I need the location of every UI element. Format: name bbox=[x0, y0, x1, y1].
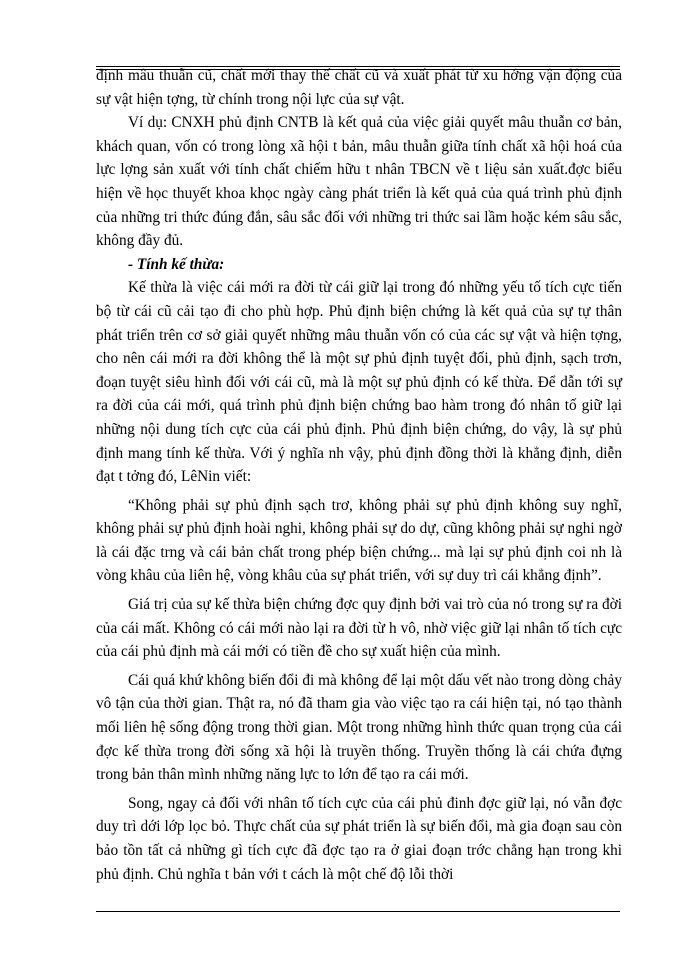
footer-rule bbox=[96, 911, 620, 912]
paragraph-value: Giá trị của sự kế thừa biện chứng đợc quy định bởi vai trò của nó trong sự ra đời của cái mất. Không có cái mới nào lại ra đời từ h vô, nhờ việc giữ lại nhân tố tích cực của cái phủ định mà cái mới có tiền đề cho sự xuất hiện của mình. bbox=[96, 596, 622, 661]
body-text bbox=[96, 64, 622, 886]
section-heading-inheritance: - Tính kế thừa: bbox=[128, 255, 225, 273]
paragraph-continuation: định mâu thuẫn cũ, chất mới thay thế chất cũ và xuất phát từ xu hớng vận động của sự vật hiện tợng, từ chính trong nội lực của sự vật. bbox=[96, 67, 622, 108]
paragraph-however: Song, ngay cả đối với nhân tố tích cực của cái phủ đinh đợc giữ lại, nó vẫn đợc duy trì dới lớp lọc bỏ. Thực chất của sự phát triển là sự biến đổi, mà gia đoạn sau còn bảo tồn tất cả những gì tích cực đã đợc tạo ra ở giai đoạn trớc chẳng hạn trong khi phủ định. Chủ nghĩa t bản với t cách là một chế độ lỗi thời bbox=[96, 794, 622, 883]
paragraph-quote-lenin: “Không phải sự phủ định sạch trơ, không phải sự phủ định không suy nghĩ, không phải sự phủ định hoài nghi, không phải sự do dự, cũng không phải sự nghi ngờ là cái đặc trng và cái bản chất trong phép biện chứng... mà lại sự phủ định coi nh là vòng khâu của liên hệ, vòng khâu của sự phát triển, với sự duy trì cái khẳng định”. bbox=[96, 496, 622, 585]
paragraph-example: Ví dụ: CNXH phủ định CNTB là kết quả của việc giải quyết mâu thuẫn cơ bản, khách quan, vốn có trong lòng xã hội t bản, mâu thuẫn giữa tính chất xã hội hoá của lực lợng sản xuất với tính chất chiếm hữu t nhân TBCN về t liệu sản xuất.đợc biểu hiện về học thuyết khoa khọc ngày càng phát triển là kết quả của quá trình phủ định của những tri thức đúng đắn, sâu sắc đối với những tri thức sai lầm hoặc kém sâu sắc, không đầy đủ. bbox=[96, 114, 622, 250]
paragraph-inheritance: Kế thừa là việc cái mới ra đời từ cái giữ lại trong đó những yếu tố tích cực tiến bộ từ cái cũ cải tạo đi cho phù hợp. Phủ định biện chứng là kết quả của sự tự thân phát triển trên cơ sở giải quyết những mâu thuẫn vốn có của các sự vật và hiện tợng, cho nên cái mới ra đời không thể là một sự phủ định tuyệt đối, phủ định, sạch trơn, đoạn tuyệt siêu hình đối với cái cũ, mà là một sự phủ định có kế thừa. Để dẫn tới sự ra đời của cái mới, quá trình phủ định biện chứng bao hàm trong đó nhân tố giữ lại những nội dung tích cực của cái phủ định. Phủ định biện chứng, do vậy, là sự phủ định mang tính kế thừa. Với ý nghĩa nh vậy, phủ định đồng thời là khẳng định, diễn đạt t tởng đó, LêNin viết: bbox=[96, 279, 622, 486]
paragraph-past: Cái quá khứ không biến đổi đi mà không để lại một dấu vết nào trong dòng chảy vô tận của thời gian. Thật ra, nó đã tham gia vào việc tạo ra cái hiện tại, nó tạo thành mối liên hệ sống động trong thời gian. Một trong những hình thức quan trọng của cái đợc kế thừa trong đời sống xã hội là truyền thống. Truyền thống là cái chứa đựng trong bản thân mình những năng lực to lớn để tạo ra cái mới. bbox=[96, 671, 622, 784]
